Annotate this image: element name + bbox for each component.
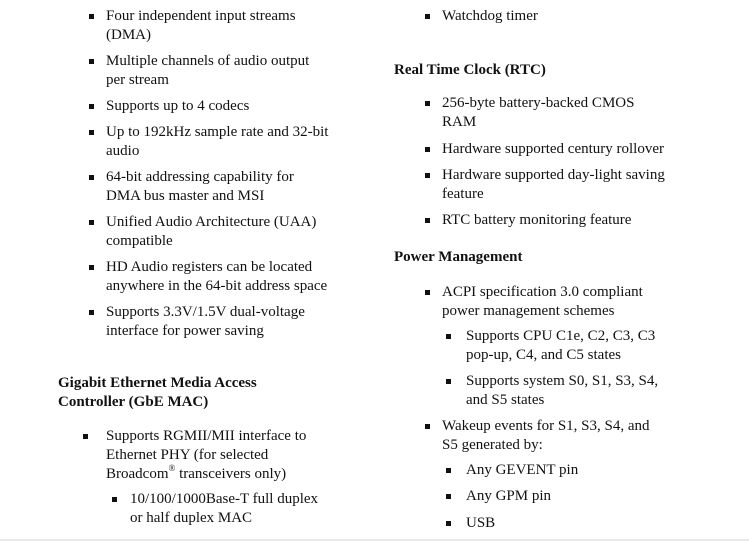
list-item	[110, 490, 366, 528]
bullet-icon	[89, 59, 94, 64]
item-line: Unified Audio Architecture (UAA)	[106, 214, 317, 230]
list-item	[86, 258, 366, 296]
bullet-icon	[446, 334, 451, 339]
bullet-icon	[89, 220, 94, 225]
bullet-icon	[446, 468, 451, 473]
bullet-icon	[112, 497, 117, 502]
heading-line: Gigabit Ethernet Media Access	[58, 375, 257, 391]
item-line: per stream	[106, 72, 169, 88]
bullet-icon	[89, 265, 94, 270]
list-item	[422, 94, 742, 132]
bullet-icon	[425, 218, 430, 223]
item-line: Supports RGMII/MII interface to	[106, 428, 307, 444]
item-line: Supports system S0, S1, S3, S4,	[466, 373, 659, 389]
item-line: Hardware supported day-light saving	[442, 167, 665, 183]
item-line: or half duplex MAC	[130, 510, 253, 526]
bullet-icon	[425, 101, 430, 106]
bullet-icon	[89, 310, 94, 315]
item-line: USB	[466, 515, 496, 531]
registered-mark: ®	[168, 463, 176, 473]
bullet-icon	[89, 104, 94, 109]
list-item	[86, 213, 366, 251]
item-line: Supports 3.3V/1.5V dual-voltage	[106, 304, 305, 320]
list-item	[86, 7, 366, 45]
item-line: Four independent input streams	[106, 8, 296, 24]
item-line: anywhere in the 64-bit address space	[106, 278, 328, 294]
item-line: Multiple channels of audio output	[106, 53, 310, 69]
item-line: DMA bus master and MSI	[106, 188, 265, 204]
list-item	[80, 427, 366, 484]
heading-line: Controller (GbE MAC)	[58, 394, 209, 410]
item-line: S5 generated by:	[442, 437, 543, 453]
bullet-icon	[425, 173, 430, 178]
list-item	[422, 283, 742, 321]
item-line	[106, 465, 366, 484]
item-line: Supports CPU C1e, C2, C3, C3	[466, 328, 656, 344]
bullet-icon	[83, 434, 88, 439]
bullet-icon	[425, 424, 430, 429]
list-item	[86, 97, 366, 116]
bullet-icon	[446, 521, 451, 526]
item-line: Watchdog timer	[442, 8, 538, 24]
item-line: interface for power saving	[106, 323, 264, 339]
item-line: 256-byte battery-backed CMOS	[442, 95, 635, 111]
item-line: (DMA)	[106, 27, 151, 43]
list-item	[422, 417, 742, 455]
list-item	[443, 461, 743, 480]
bullet-icon	[425, 147, 430, 152]
item-line: HD Audio registers can be located	[106, 259, 313, 275]
item-line: RAM	[442, 114, 477, 130]
item-line: 10/100/1000Base-T full duplex	[130, 491, 319, 507]
list-item	[86, 168, 366, 206]
list-item	[443, 514, 743, 533]
item-line: Ethernet PHY (for selected	[106, 447, 269, 463]
item-line: 64-bit addressing capability for	[106, 169, 294, 185]
list-item	[422, 211, 742, 230]
list-item	[443, 372, 743, 410]
item-line: Up to 192kHz sample rate and 32-bit	[106, 124, 329, 140]
bullet-icon	[89, 175, 94, 180]
item-line: compatible	[106, 233, 173, 249]
section-heading-gbe-mac	[58, 374, 358, 412]
list-item	[86, 303, 366, 341]
item-line: Any GPM pin	[466, 488, 552, 504]
item-line: Any GEVENT pin	[466, 462, 579, 478]
list-item	[422, 166, 742, 204]
item-line: Wakeup events for S1, S3, S4, and	[442, 418, 650, 434]
bullet-icon	[425, 14, 430, 19]
section-heading-power-management: Power Management	[394, 249, 523, 265]
bullet-icon	[89, 130, 94, 135]
item-line-text: Broadcom	[106, 466, 169, 482]
item-line: RTC battery monitoring feature	[442, 212, 632, 228]
section-heading-rtc: Real Time Clock (RTC)	[394, 62, 546, 78]
item-line: power management schemes	[442, 303, 615, 319]
list-item	[422, 7, 742, 26]
list-item	[443, 327, 743, 365]
item-line: Supports up to 4 codecs	[106, 98, 250, 114]
item-line: and S5 states	[466, 392, 545, 408]
list-item	[86, 52, 366, 90]
bullet-icon	[89, 14, 94, 19]
item-line: pop-up, C4, and C5 states	[466, 347, 621, 363]
bullet-icon	[446, 494, 451, 499]
item-line: audio	[106, 143, 140, 159]
list-item	[86, 123, 366, 161]
bullet-icon	[425, 290, 430, 295]
list-item	[422, 140, 742, 159]
item-line: feature	[442, 186, 484, 202]
list-item	[443, 487, 743, 506]
item-line: ACPI specification 3.0 compliant	[442, 284, 643, 300]
item-line: Hardware supported century rollover	[442, 141, 664, 157]
item-line-text: transceivers only)	[175, 466, 287, 482]
bullet-icon	[446, 379, 451, 384]
